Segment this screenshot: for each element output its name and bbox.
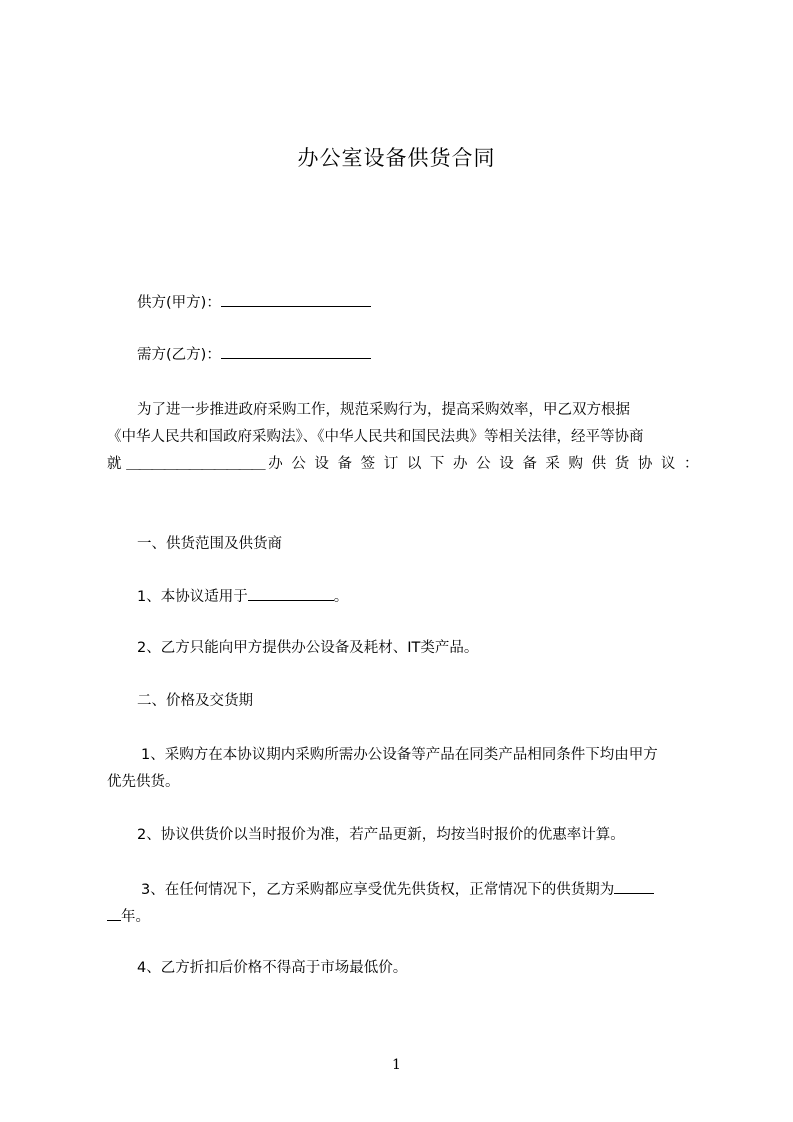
section-2-item-1-line-1: 1、采购方在本协议期内采购所需办公设备等产品在同类产品相同条件下均由甲方 bbox=[141, 747, 658, 763]
supplier-blank bbox=[221, 292, 371, 307]
s2-item3-blank bbox=[614, 879, 654, 894]
s2-item3-line2-text: 年。 bbox=[121, 909, 150, 925]
section-2-item-3-line-2 bbox=[107, 906, 150, 926]
section-2-item-3-line-1 bbox=[141, 879, 654, 899]
buyer-line bbox=[137, 344, 371, 364]
buyer-blank bbox=[221, 344, 371, 359]
supplier-line bbox=[137, 292, 371, 312]
page-number: 1 bbox=[392, 1057, 401, 1073]
intro-line-1: 为了进一步推进政府采购工作，规范采购行为，提高采购效率，甲乙双方根据 bbox=[137, 402, 630, 418]
section-2-item-2: 2、协议供货价以当时报价为准，若产品更新，均按当时报价的优惠率计算。 bbox=[137, 827, 625, 843]
section-2-item-4: 4、乙方折扣后价格不得高于市场最低价。 bbox=[137, 960, 408, 976]
s2-item3-text: 3、在任何情况下，乙方采购都应享受优先供货权，正常情况下的供货期为 bbox=[141, 882, 615, 898]
intro-line-3-blank: ＿＿＿＿＿＿＿＿＿＿＿ bbox=[126, 456, 264, 472]
intro-line-3-suffix: 办公设备签订以下办公设备采购供货协议： bbox=[268, 456, 708, 472]
s1-item1-prefix: 1、本协议适用于 bbox=[137, 589, 248, 605]
document-title: 办公室设备供货合同 bbox=[297, 146, 496, 170]
s2-item3-blank-cont bbox=[107, 906, 121, 921]
intro-line-3 bbox=[107, 455, 707, 473]
section-2-heading: 二、价格及交货期 bbox=[137, 693, 253, 709]
s1-item1-blank bbox=[248, 586, 334, 601]
buyer-label: 需方(乙方)： bbox=[137, 347, 221, 363]
section-1-item-1 bbox=[137, 586, 348, 606]
supplier-label: 供方(甲方)： bbox=[137, 295, 221, 311]
s1-item1-suffix: 。 bbox=[333, 589, 349, 605]
intro-line-2: 《中华人民共和国政府采购法》、《中华人民共和国民法典》等相关法律，经平等协商 bbox=[107, 429, 644, 445]
intro-line-3-prefix: 就 bbox=[107, 456, 122, 472]
section-2-item-1-line-2: 优先供货。 bbox=[107, 774, 180, 790]
section-1-item-2: 2、乙方只能向甲方提供办公设备及耗材、IT类产品。 bbox=[137, 640, 479, 656]
section-1-heading: 一、供货范围及供货商 bbox=[137, 536, 282, 552]
